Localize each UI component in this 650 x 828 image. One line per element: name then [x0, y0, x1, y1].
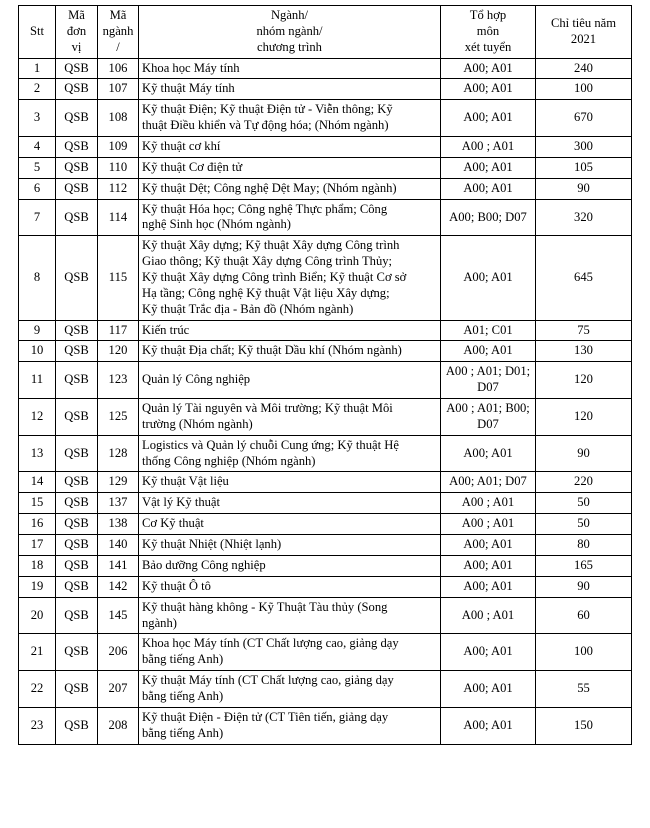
cell-unit-code: QSB: [56, 100, 98, 137]
program-name-line: Kỹ thuật Điện; Kỹ thuật Điện tử - Viễn thông; Kỹ: [142, 102, 393, 117]
program-name-line: bằng tiếng Anh): [142, 725, 224, 740]
program-name-line: ngành): [142, 615, 177, 630]
cell-stt: 19: [19, 576, 56, 597]
table-header-row: [19, 6, 632, 59]
table-row: [19, 320, 632, 341]
cell-stt: 23: [19, 707, 56, 744]
cell-program-code: 107: [98, 79, 139, 100]
cell-program-code: 117: [98, 320, 139, 341]
cell-unit-code: QSB: [56, 137, 98, 158]
cell-quota: 80: [536, 535, 632, 556]
table-row: [19, 362, 632, 399]
program-name-line: Kỹ thuật Trắc địa - Bản đồ (Nhóm ngành): [142, 301, 354, 316]
program-name-line: Kỹ thuật Hóa học; Công nghệ Thực phẩm; Công: [142, 201, 388, 216]
cell-unit-code: QSB: [56, 320, 98, 341]
cell-program-name: [139, 157, 441, 178]
cell-unit-code: QSB: [56, 597, 98, 634]
program-name-line: Kỹ thuật Máy tính: [142, 81, 235, 96]
cell-subject-combination: A00; A01: [441, 79, 536, 100]
cell-program-name: [139, 535, 441, 556]
table-row: [19, 157, 632, 178]
cell-program-code: 138: [98, 514, 139, 535]
cell-program-code: 125: [98, 399, 139, 436]
cell-stt: 6: [19, 178, 56, 199]
cell-stt: 9: [19, 320, 56, 341]
cell-stt: 13: [19, 435, 56, 472]
cell-program-name: [139, 100, 441, 137]
table-row: [19, 634, 632, 671]
cell-stt: 14: [19, 472, 56, 493]
cell-subject-combination: A00; A01; D07: [441, 472, 536, 493]
cell-program-code: 123: [98, 362, 139, 399]
program-name-line: Kỹ thuật Địa chất; Kỹ thuật Dầu khí (Nhóm ngành): [142, 343, 402, 358]
cell-stt: 7: [19, 199, 56, 236]
cell-program-code: 142: [98, 576, 139, 597]
program-name-line: Kỹ thuật Máy tính (CT Chất lượng cao, giảng dạy: [142, 673, 394, 688]
cell-subject-combination: A00; A01: [441, 157, 536, 178]
cell-quota: 220: [536, 472, 632, 493]
program-name-line: Kỹ thuật cơ khí: [142, 139, 221, 154]
cell-program-name: [139, 472, 441, 493]
column-header-program-code: [98, 6, 139, 59]
program-name-line: Kỹ thuật Ô tô: [142, 578, 211, 593]
cell-program-name: [139, 555, 441, 576]
cell-quota: 50: [536, 514, 632, 535]
cell-program-code: 115: [98, 236, 139, 320]
program-name-line: Quản lý Tài nguyên và Môi trường; Kỹ thuật Môi: [142, 401, 393, 416]
cell-quota: 150: [536, 707, 632, 744]
cell-unit-code: QSB: [56, 178, 98, 199]
cell-subject-combination: A00; A01: [441, 535, 536, 556]
program-name-line: Khoa học Máy tính (CT Chất lượng cao, giảng dạy: [142, 636, 399, 651]
column-header-stt: [19, 6, 56, 59]
cell-unit-code: QSB: [56, 707, 98, 744]
cell-quota: 120: [536, 399, 632, 436]
header-line: Stt: [29, 23, 44, 38]
cell-unit-code: QSB: [56, 472, 98, 493]
cell-quota: 320: [536, 199, 632, 236]
table-body: [19, 58, 632, 744]
header-line: Ngành/: [270, 8, 309, 22]
cell-quota: 240: [536, 58, 632, 79]
program-name-line: Bảo dưỡng Công nghiệp: [142, 557, 266, 572]
cell-unit-code: QSB: [56, 634, 98, 671]
table-row: [19, 472, 632, 493]
program-name-line: Kỹ thuật Xây dựng Công trình Biển; Kỹ thuật Cơ sở: [142, 270, 407, 285]
table-row: [19, 707, 632, 744]
cell-subject-combination: A00 ; A01; D01; D07: [441, 362, 536, 399]
cell-unit-code: QSB: [56, 493, 98, 514]
cell-stt: 22: [19, 671, 56, 708]
program-name-line: Giao thông; Kỹ thuật Xây dựng Công trình Thủy;: [142, 254, 393, 269]
table-row: [19, 100, 632, 137]
program-name-line: trường (Nhóm ngành): [142, 416, 253, 431]
cell-program-name: [139, 362, 441, 399]
cell-program-code: 208: [98, 707, 139, 744]
table-row: [19, 535, 632, 556]
program-name-line: Kỹ thuật Cơ điện tử: [142, 159, 243, 174]
program-name-line: thuật Điều khiển và Tự động hóa; (Nhóm ngành): [142, 118, 389, 133]
table-row: [19, 555, 632, 576]
cell-quota: 90: [536, 576, 632, 597]
program-name-line: bằng tiếng Anh): [142, 688, 224, 703]
cell-subject-combination: A00; A01: [441, 341, 536, 362]
admissions-quota-table: [18, 5, 632, 745]
cell-quota: 90: [536, 435, 632, 472]
table-row: [19, 178, 632, 199]
table-row: [19, 399, 632, 436]
cell-quota: 105: [536, 157, 632, 178]
cell-subject-combination: A00; A01: [441, 58, 536, 79]
cell-unit-code: QSB: [56, 341, 98, 362]
column-header-program-name: [139, 6, 441, 59]
table-header: [19, 6, 632, 59]
cell-program-name: [139, 707, 441, 744]
cell-quota: 90: [536, 178, 632, 199]
cell-subject-combination: A00 ; A01; B00; D07: [441, 399, 536, 436]
cell-program-name: [139, 493, 441, 514]
table-row: [19, 493, 632, 514]
header-line: môn: [476, 23, 500, 38]
cell-stt: 4: [19, 137, 56, 158]
cell-quota: 130: [536, 341, 632, 362]
table-row: [19, 79, 632, 100]
cell-stt: 2: [19, 79, 56, 100]
cell-quota: 100: [536, 79, 632, 100]
cell-unit-code: QSB: [56, 514, 98, 535]
program-name-line: Kỹ thuật Nhiệt (Nhiệt lạnh): [142, 537, 282, 552]
cell-subject-combination: A00 ; A01: [441, 493, 536, 514]
cell-unit-code: QSB: [56, 362, 98, 399]
cell-quota: 50: [536, 493, 632, 514]
header-line: vị: [71, 39, 82, 54]
cell-stt: 20: [19, 597, 56, 634]
cell-program-code: 110: [98, 157, 139, 178]
cell-subject-combination: A00; A01: [441, 178, 536, 199]
cell-program-name: [139, 671, 441, 708]
cell-subject-combination: A00 ; A01: [441, 597, 536, 634]
cell-stt: 12: [19, 399, 56, 436]
program-name-line: Kiến trúc: [142, 322, 190, 337]
cell-subject-combination: A00; A01: [441, 671, 536, 708]
cell-program-name: [139, 58, 441, 79]
cell-unit-code: QSB: [56, 58, 98, 79]
cell-program-name: [139, 634, 441, 671]
program-name-line: Kỹ thuật hàng không - Kỹ Thuật Tàu thủy (Song: [142, 599, 388, 614]
cell-program-name: [139, 320, 441, 341]
cell-stt: 1: [19, 58, 56, 79]
cell-quota: 55: [536, 671, 632, 708]
column-header-subject-combination: [441, 6, 536, 59]
cell-unit-code: QSB: [56, 399, 98, 436]
program-name-line: thống Công nghiệp (Nhóm ngành): [142, 453, 316, 468]
column-header-quota: [536, 6, 632, 59]
cell-unit-code: QSB: [56, 79, 98, 100]
table-row: [19, 341, 632, 362]
cell-subject-combination: A00; B00; D07: [441, 199, 536, 236]
cell-stt: 21: [19, 634, 56, 671]
cell-unit-code: QSB: [56, 535, 98, 556]
cell-quota: 75: [536, 320, 632, 341]
cell-program-name: [139, 137, 441, 158]
cell-quota: 165: [536, 555, 632, 576]
cell-program-code: 128: [98, 435, 139, 472]
cell-program-code: 145: [98, 597, 139, 634]
cell-unit-code: QSB: [56, 555, 98, 576]
cell-subject-combination: A00; A01: [441, 236, 536, 320]
program-name-line: Kỹ thuật Điện - Điện tử (CT Tiên tiến, giảng dạy: [142, 709, 389, 724]
header-line: Tổ hợp: [469, 8, 507, 22]
header-line: đơn: [66, 23, 87, 38]
program-name-line: Vật lý Kỹ thuật: [142, 495, 220, 510]
cell-program-code: 114: [98, 199, 139, 236]
cell-program-code: 206: [98, 634, 139, 671]
cell-unit-code: QSB: [56, 671, 98, 708]
program-name-line: Logistics và Quản lý chuỗi Cung ứng; Kỹ thuật Hệ: [142, 437, 399, 452]
cell-stt: 8: [19, 236, 56, 320]
cell-subject-combination: A00; A01: [441, 435, 536, 472]
cell-stt: 16: [19, 514, 56, 535]
cell-program-name: [139, 597, 441, 634]
header-line: ngành: [102, 23, 134, 38]
cell-program-name: [139, 399, 441, 436]
program-name-line: Cơ Kỹ thuật: [142, 516, 204, 531]
cell-program-name: [139, 178, 441, 199]
cell-program-code: 141: [98, 555, 139, 576]
table-row: [19, 199, 632, 236]
cell-subject-combination: A01; C01: [441, 320, 536, 341]
cell-stt: 15: [19, 493, 56, 514]
cell-program-name: [139, 435, 441, 472]
cell-program-code: 106: [98, 58, 139, 79]
program-name-line: Kỹ thuật Xây dựng; Kỹ thuật Xây dựng Công trình: [142, 238, 400, 253]
cell-quota: 645: [536, 236, 632, 320]
header-line: Mã: [109, 8, 127, 22]
cell-program-name: [139, 236, 441, 320]
cell-quota: 300: [536, 137, 632, 158]
header-line: xét tuyển: [464, 39, 512, 54]
cell-unit-code: QSB: [56, 435, 98, 472]
cell-subject-combination: A00; A01: [441, 707, 536, 744]
table-row: [19, 576, 632, 597]
table-row: [19, 137, 632, 158]
table-row: [19, 671, 632, 708]
header-line: Chỉ tiêu năm: [550, 15, 617, 30]
cell-unit-code: QSB: [56, 157, 98, 178]
cell-program-code: 137: [98, 493, 139, 514]
cell-program-code: 120: [98, 341, 139, 362]
cell-quota: 670: [536, 100, 632, 137]
cell-program-code: 108: [98, 100, 139, 137]
header-line: /: [116, 39, 120, 54]
table-row: [19, 236, 632, 320]
cell-program-code: 207: [98, 671, 139, 708]
header-line: 2021: [570, 31, 597, 46]
cell-program-name: [139, 514, 441, 535]
cell-subject-combination: A00; A01: [441, 576, 536, 597]
table-row: [19, 597, 632, 634]
cell-unit-code: QSB: [56, 576, 98, 597]
header-line: Mã: [68, 8, 85, 22]
cell-stt: 10: [19, 341, 56, 362]
table-row: [19, 58, 632, 79]
cell-subject-combination: A00; A01: [441, 100, 536, 137]
cell-quota: 100: [536, 634, 632, 671]
cell-subject-combination: A00; A01: [441, 555, 536, 576]
cell-program-name: [139, 199, 441, 236]
cell-stt: 5: [19, 157, 56, 178]
cell-subject-combination: A00 ; A01: [441, 514, 536, 535]
program-name-line: Quản lý Công nghiệp: [142, 372, 251, 387]
cell-unit-code: QSB: [56, 199, 98, 236]
cell-stt: 18: [19, 555, 56, 576]
table-row: [19, 514, 632, 535]
cell-stt: 17: [19, 535, 56, 556]
cell-stt: 3: [19, 100, 56, 137]
cell-quota: 60: [536, 597, 632, 634]
cell-program-name: [139, 341, 441, 362]
cell-program-code: 140: [98, 535, 139, 556]
program-name-line: Kỹ thuật Dệt; Công nghệ Dệt May; (Nhóm ngành): [142, 180, 397, 195]
cell-program-name: [139, 576, 441, 597]
program-name-line: nghệ Sinh học (Nhóm ngành): [142, 217, 292, 232]
cell-program-code: 129: [98, 472, 139, 493]
program-name-line: Kỹ thuật Vật liệu: [142, 474, 229, 489]
cell-stt: 11: [19, 362, 56, 399]
cell-unit-code: QSB: [56, 236, 98, 320]
cell-program-code: 109: [98, 137, 139, 158]
program-name-line: Hạ tầng; Công nghệ Kỹ thuật Vật liệu Xây dựng;: [142, 285, 390, 300]
program-name-line: Khoa học Máy tính: [142, 60, 240, 75]
cell-subject-combination: A00 ; A01: [441, 137, 536, 158]
program-name-line: bằng tiếng Anh): [142, 652, 224, 667]
header-line: nhóm ngành/: [256, 23, 323, 38]
table-row: [19, 435, 632, 472]
cell-quota: 120: [536, 362, 632, 399]
cell-program-code: 112: [98, 178, 139, 199]
header-line: chương trình: [257, 39, 322, 54]
cell-program-name: [139, 79, 441, 100]
cell-subject-combination: A00; A01: [441, 634, 536, 671]
column-header-unit-code: [56, 6, 98, 59]
